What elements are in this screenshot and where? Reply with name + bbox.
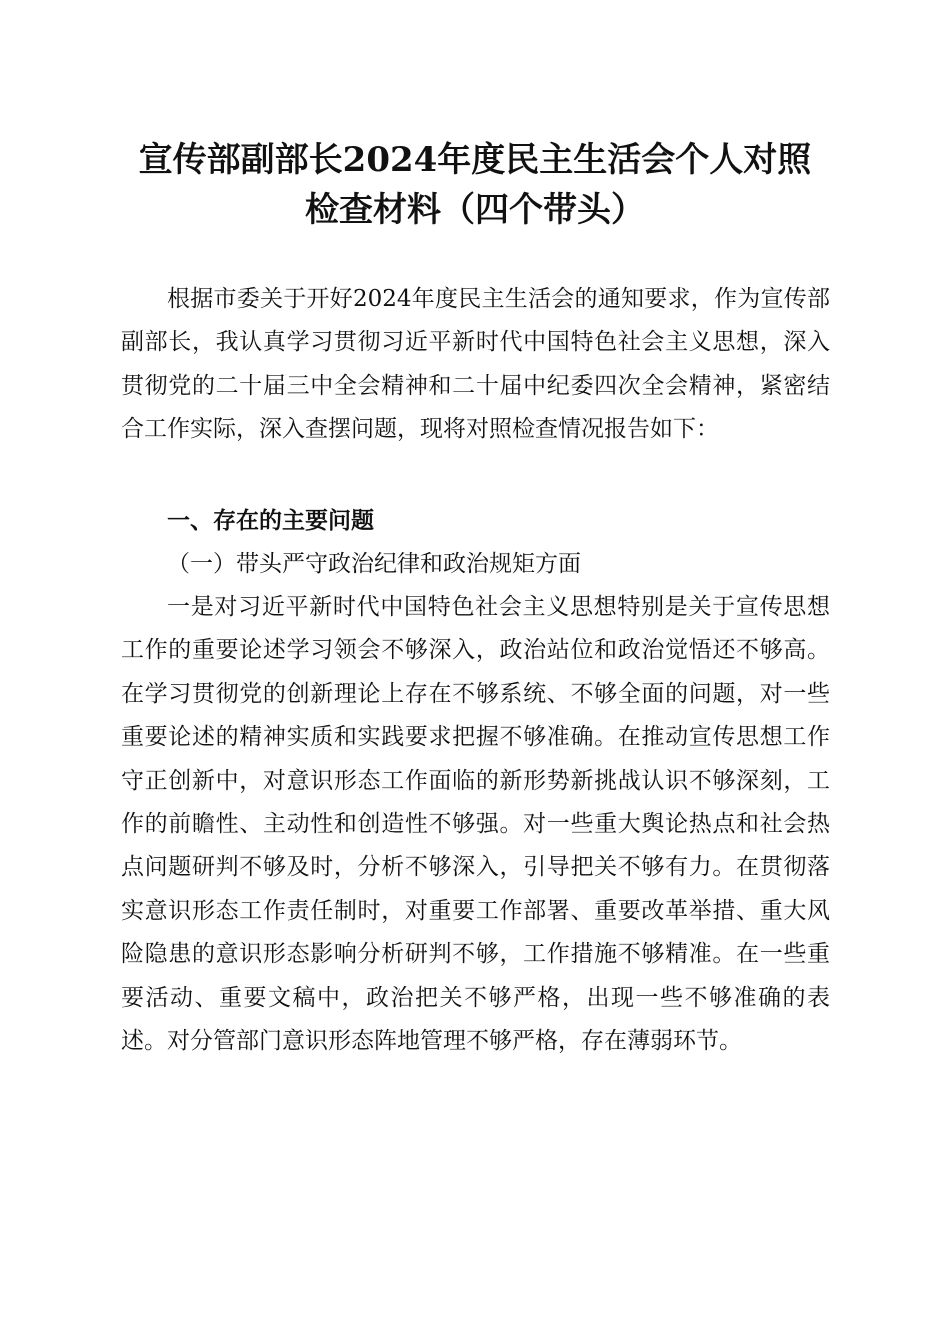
document-title-line-2: 检查材料（四个带头） — [305, 190, 645, 230]
body-paragraph: 一是对习近平新时代中国特色社会主义思想特别是关于宣传思想工作的重要论述学习领会不够深入，政治站位和政治觉悟还不够高。在学习贯彻党的创新理论上存在不够系统、不够全面的问题，对一些重要论述的精神实质和实践要求把握不够准确。在推动宣传思想工作守正创新中，对意识形态工作面临的新形势新挑战认识不够深刻，工作的前瞻性、主动性和创造性不够强。对一些重大舆论热点和社会热点问题研判不够及时，分析不够深入，引导把关不够有力。在贯彻落实意识形态工作责任制时，对重要工作部署、重要改革举措、重大风险隐患的意识形态影响分析研判不够，工作措施不够精准。在一些重要活动、重要文稿中，政治把关不够严格，出现一些不够准确的表述。对分管部门意识形态阵地管理不够严格，存在薄弱环节。 — [121, 594, 830, 1055]
section-heading: 一、存在的主要问题 — [167, 508, 374, 534]
subsection-heading: （一）带头严守政治纪律和政治规矩方面 — [167, 551, 581, 577]
intro-paragraph: 根据市委关于开好2024年度民主生活会的通知要求，作为宣传部副部长，我认真学习贯彻习近平新时代中国特色社会主义思想，深入贯彻党的二十届三中全会精神和二十届中纪委四次全会精神，紧密结合工作实际，深入查摆问题，现将对照检查情况报告如下： — [121, 286, 830, 443]
document-title-line-1: 宣传部副部长2024年度民主生活会个人对照 — [138, 140, 812, 180]
